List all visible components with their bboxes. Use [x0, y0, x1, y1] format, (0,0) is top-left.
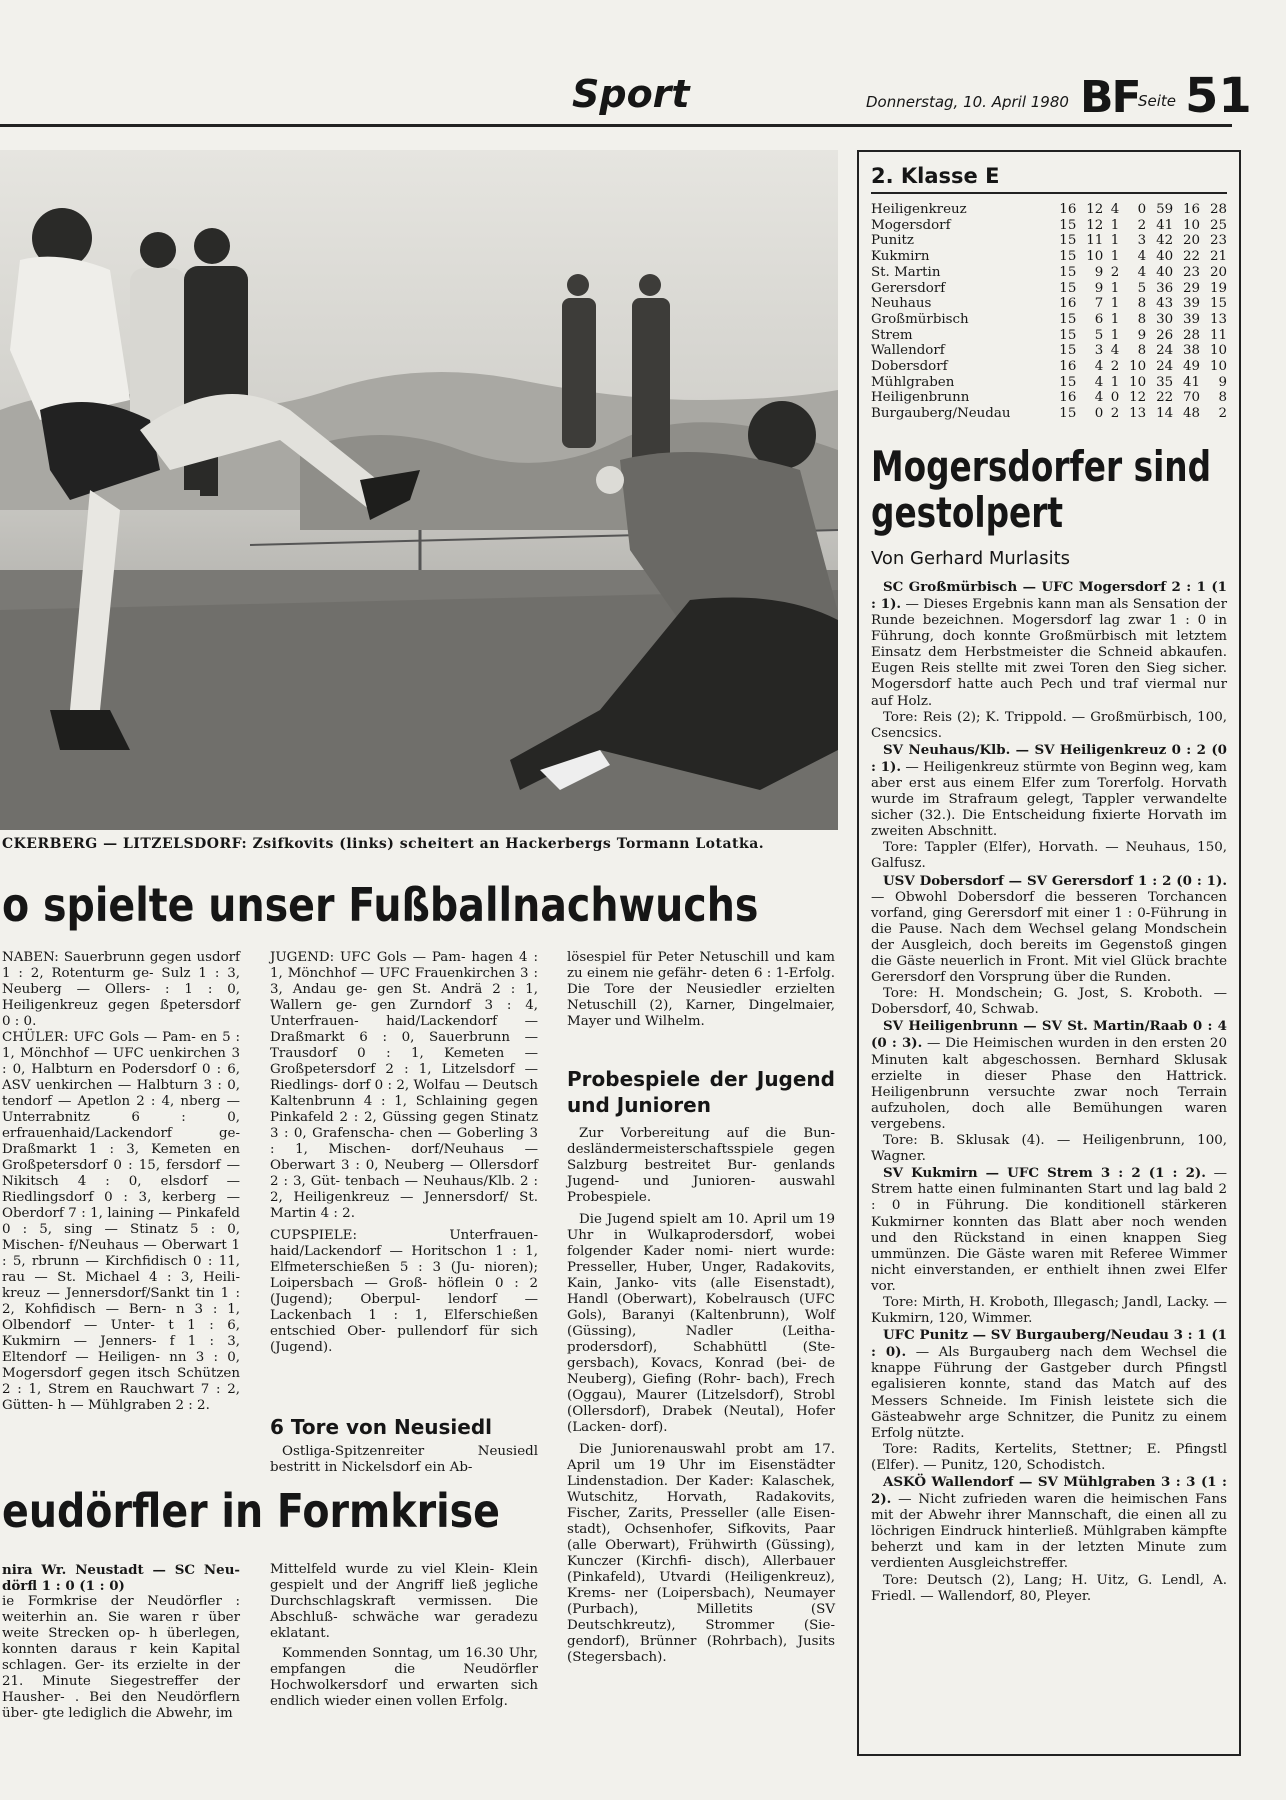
league-table-row [871, 281, 1227, 297]
match-report [871, 1327, 1227, 1442]
table-stat: 21 [1209, 249, 1227, 265]
table-stat: 49 [1183, 359, 1201, 375]
table-stat: 23 [1183, 264, 1201, 280]
team-name: Heiligenbrunn [871, 390, 970, 406]
team-name: Burgauberg/Neudau [871, 406, 1011, 422]
table-stat: 15 [1209, 296, 1227, 312]
table-stat: 4 [1137, 249, 1147, 265]
league-sidebar [857, 150, 1241, 1756]
league-table-row [871, 359, 1227, 375]
header-rule [0, 124, 1232, 127]
match-report-lead: SV Heiligenbrunn — SV St. Martin/Raab 0 : 4 (0 : 3). [871, 1018, 1227, 1052]
match-report-text: — Dieses Ergebnis kann man als Sensation der Runde bezeichnen. Mogersdorf lag zwar 1 : 0 in Führung, doch konnte Großmürbisch mit letztem Einsatz dem Herbstmeister die Schneid abkaufen. Eugen Reis stellte mit zwei Toren den Sieg sicher. Mogersdorf hatte auch Pech und traf viermal nur auf Holz. [871, 596, 1227, 709]
table-stat: 1 [1110, 311, 1120, 327]
table-stat: 28 [1183, 327, 1201, 343]
table-stat: 43 [1156, 296, 1174, 312]
probespiele-paragraph-1: Zur Vorbereitung auf die Bun- desländermeisterschaftsspiele gegen Salzburg bestreitet Bur- genlands Jugend- und Junioren- auswahl Probespiele. [567, 1126, 835, 1205]
table-stat: 15 [1059, 327, 1077, 343]
table-stat: 19 [1209, 280, 1227, 296]
table-stat: 10 [1086, 249, 1104, 265]
league-table-row [871, 296, 1227, 312]
league-table-row [871, 233, 1227, 249]
team-name: Kukmirn [871, 249, 930, 265]
match-report [871, 1474, 1227, 1573]
table-stat: 16 [1059, 390, 1077, 406]
table-stat: 26 [1156, 327, 1174, 343]
league-table [871, 202, 1227, 422]
table-stat: 10 [1129, 374, 1147, 390]
table-stat: 13 [1129, 406, 1147, 422]
table-stat: 10 [1129, 359, 1147, 375]
formkrise-text-1: ie Formkrise der Neudörfler : weiterhin an. Sie waren r über weite Strecken op- h überlegen, konnten daraus r kein Kapital schlagen. Ger- its erzielte in der 21. Minute Siegestreffer der Hausher- . Bei den Neudörflern über- gte lediglich die Abwehr, im [2, 1594, 240, 1721]
table-stat: 15 [1059, 311, 1077, 327]
table-stat: 12 [1129, 390, 1147, 406]
match-report-text: — Nicht zufrieden waren die heimischen Fans mit der Abwehr ihrer Mannschaft, die einen all zu löchrigen Eindruck hinterließ. Mühlgraben kämpfte beherzt und kam in der letzten Minute zum verdienten Ausgleichstreffer. [871, 1492, 1227, 1572]
table-stat: 11 [1209, 327, 1227, 343]
table-stat: 39 [1183, 296, 1201, 312]
table-stat: 4 [1110, 343, 1120, 359]
team-name: Wallendorf [871, 343, 945, 359]
table-stat: 35 [1156, 374, 1174, 390]
table-stat: 20 [1183, 233, 1201, 249]
sidebar-headline: Mogersdorfer sind gestolpert [871, 441, 1212, 537]
table-stat: 15 [1059, 280, 1077, 296]
match-report-scorers: Tore: B. Sklusak (4). — Heiligenbrunn, 100, Wagner. [871, 1133, 1227, 1165]
table-stat: 5 [1094, 327, 1104, 343]
match-report [871, 873, 1227, 987]
table-stat: 1 [1110, 296, 1120, 312]
table-stat: 29 [1183, 280, 1201, 296]
table-stat: 15 [1059, 264, 1077, 280]
match-reports [871, 579, 1227, 1605]
formkrise-headline: eudörfler in Formkrise [2, 1484, 501, 1538]
table-stat: 4 [1094, 374, 1104, 390]
table-stat: 0 [1094, 406, 1104, 422]
table-stat: 4 [1137, 264, 1147, 280]
table-stat: 16 [1183, 202, 1201, 217]
league-table-row [871, 202, 1227, 218]
table-stat: 38 [1183, 343, 1201, 359]
table-stat: 24 [1156, 343, 1174, 359]
match-report-lead: SC Großmürbisch — UFC Mogersdorf 2 : 1 (1 : 1). [871, 578, 1227, 612]
table-stat: 41 [1156, 217, 1174, 233]
table-stat: 1 [1110, 374, 1120, 390]
formkrise-text-3: Kommenden Sonntag, um 16.30 Uhr, empfangen die Neudörfler Hochwolkersdorf und erwarten sich endlich wieder einen vollen Erfolg. [270, 1646, 538, 1709]
table-stat: 6 [1094, 311, 1104, 327]
table-stat: 12 [1086, 217, 1104, 233]
table-stat: 22 [1156, 390, 1174, 406]
table-stat: 4 [1094, 359, 1104, 375]
table-stat: 36 [1156, 280, 1174, 296]
league-title: 2. Klasse E [871, 164, 1227, 194]
match-report [871, 579, 1227, 710]
table-stat: 41 [1183, 374, 1201, 390]
youth-football-headline: o spielte unser Fußballnachwuchs [2, 878, 759, 932]
team-name: Punitz [871, 233, 914, 249]
table-stat: 14 [1156, 406, 1174, 422]
table-stat: 28 [1209, 202, 1227, 217]
table-stat: 15 [1059, 343, 1077, 359]
match-report-text: — Strem hatte einen fulminanten Start und lag bald 2 : 0 in Führung. Die konditionell stärkeren Kukmirner konnten das Blatt aber noch wenden und den Rückstand in einen knappen Sieg ummünzen. Die Gäste waren mit Referee Wimmer nicht einverstanden, er enthielt ihnen zwei Elfer vor. [871, 1166, 1227, 1294]
table-stat: 4 [1110, 202, 1120, 217]
league-table-row [871, 265, 1227, 281]
table-stat: 15 [1059, 406, 1077, 422]
section-title: Sport [572, 72, 690, 116]
table-stat: 15 [1059, 217, 1077, 233]
table-stat: 2 [1218, 406, 1227, 422]
table-stat: 8 [1137, 311, 1147, 327]
match-photo-image [0, 150, 838, 830]
table-stat: 9 [1137, 327, 1147, 343]
table-stat: 10 [1209, 343, 1227, 359]
match-report [871, 1018, 1227, 1133]
table-stat: 9 [1094, 280, 1104, 296]
table-stat: 2 [1110, 406, 1120, 422]
schueler-results: CHÜLER: UFC Gols — Pam- en 5 : 1, Mönchhof — UFC uenkirchen 3 : 0, Halbturn en Podersdorf 0 : 6, ASV uenkirchen — Halbturn 3 : 0, tendorf — Apetlon 2 : 4, nberg — Unterrabnitz 6 : 0, erfrauenhaid/Lackendorf ge- Draßmarkt 1 : 3, Kemeten en Großpetersdorf 0 : 15, fersdorf — Nikitsch 4 : 0, elsdorf — Riedlingsdorf 0 : 3, kerberg — Oberdorf 7 : 1, laining — Pinkafeld 0 : 5, sing — Stinatz 5 : 0, Mischen- f/Neuhaus — Oberwart 1 : 5, rbrunn — Kirchfidisch 0 : 11, rau — St. Michael 4 : 3, Heili- kreuz — Jennersdorf/Sankt tin 1 : 2, Kohfidisch — Bern- n 3 : 1, Olbendorf — Unter- t 1 : 6, Kukmirn — Jenners- f 1 : 3, Eltendorf — Heiligen- nn 3 : 0, Mogersdorf gegen itsch Schützen 2 : 1, Strem en Rauchwart 7 : 2, Gütten- h — Mühlgraben 2 : 2. [2, 1030, 240, 1413]
table-stat: 39 [1183, 311, 1201, 327]
table-stat: 1 [1110, 327, 1120, 343]
table-stat: 1 [1110, 217, 1120, 233]
league-table-row [871, 375, 1227, 391]
table-stat: 8 [1137, 343, 1147, 359]
neusiedl-headline: 6 Tore von Neusiedl [270, 1415, 493, 1439]
team-name: Neuhaus [871, 296, 932, 312]
match-report-lead: SV Kukmirn — UFC Strem 3 : 2 (1 : 2). [883, 1165, 1206, 1182]
formkrise-text-2: Mittelfeld wurde zu viel Klein- Klein gespielt und der Angriff ließ jegliche Durchschlagskraft vermissen. Die Abschluß- schwäche war geradezu eklatant. [270, 1562, 538, 1641]
table-stat: 15 [1059, 233, 1077, 249]
table-stat: 8 [1137, 296, 1147, 312]
issue-date: Donnerstag, 10. April 1980 [866, 93, 1069, 111]
table-stat: 16 [1059, 296, 1077, 312]
team-name: Gerersdorf [871, 280, 946, 296]
match-report-text: — Als Burgauberg nach dem Wechsel die knappe Führung der Gastgeber durch Pfingstl egalisieren konnte, stand das Match auf des Messers Schneide. Im Finish leistete sich die Gästeabwehr arge Schnitzer, die Punitz zu einem Erfolg nützte. [871, 1345, 1228, 1441]
probespiele-section [567, 1066, 835, 1666]
table-stat: 3 [1094, 343, 1104, 359]
table-stat: 30 [1156, 311, 1174, 327]
match-report-text: — Obwohl Dobersdorf die besseren Torchancen vorfand, ging Gerersdorf mit einer 1 : 0-Führung in die Pause. Nach dem Wechsel gelang Mondschein der Ausgleich, doch bereits im Gegenstoß gingen die Gäste neuerlich in Front. Mit viel Glück brachte Gerersdorf den Vorsprung über die Runden. [871, 889, 1227, 986]
team-name: Dobersdorf [871, 359, 948, 375]
match-report-lead: ASKÖ Wallendorf — SV Mühlgraben 3 : 3 (1 : 2). [871, 1474, 1227, 1508]
knaben-results: NABEN: Sauerbrunn gegen usdorf 1 : 2, Rotenturm ge- Sulz 1 : 3, Neuberg — Ollers- : 1 : 0, Heiligenkreuz gegen ßpetersdorf 0 : 0. [2, 950, 240, 1029]
match-report-scorers: Tore: Reis (2); K. Trippold. — Großmürbisch, 100, Csencsics. [871, 709, 1227, 741]
match-report-text: — Heiligenkreuz stürmte von Beginn weg, kam aber erst aus einem Elfer zum Torerfolg. Horvath wurde im Strafraum gelegt, Tappler verwandelte sicher (32.). Die Entscheidung fixierte Horvath im zweiten Abschnitt. [871, 759, 1228, 840]
table-stat: 10 [1183, 217, 1201, 233]
newspaper-logo: BF [1080, 72, 1140, 123]
table-stat: 16 [1059, 359, 1077, 375]
table-stat: 1 [1110, 280, 1120, 296]
league-table-row [871, 328, 1227, 344]
table-stat: 40 [1156, 249, 1174, 265]
league-table-row [871, 312, 1227, 328]
table-stat: 25 [1209, 217, 1227, 233]
table-stat: 48 [1183, 406, 1201, 422]
neusiedl-continuation [567, 950, 835, 1030]
table-stat: 20 [1209, 264, 1227, 280]
match-report-scorers: Tore: Mirth, H. Kroboth, Illegasch; Jandl, Lacky. — Kukmirn, 120, Wimmer. [871, 1294, 1227, 1327]
match-report-lead: USV Dobersdorf — SV Gerersdorf 1 : 2 (0 : 1). [883, 872, 1227, 889]
match-report-scorers: Tore: Radits, Kertelits, Stettner; E. Pfingstl (Elfer). — Punitz, 120, Schodistch. [871, 1441, 1227, 1473]
team-name: Mühlgraben [871, 374, 955, 390]
league-table-row [871, 343, 1227, 359]
table-stat: 13 [1209, 311, 1227, 327]
photo-caption: CKERBERG — LITZELSDORF: Zsifkovits (links) scheitert an Hackerbergs Tormann Lotatka. [2, 836, 765, 852]
match-report-lead: SV Neuhaus/Klb. — SV Heiligenkreuz 0 : 2 (0 : 1). [871, 741, 1227, 775]
table-stat: 7 [1094, 296, 1104, 312]
table-stat: 2 [1110, 264, 1120, 280]
table-stat: 15 [1059, 249, 1077, 265]
neusiedl-section [270, 1414, 538, 1476]
page-label: Seite [1138, 92, 1177, 110]
table-stat: 2 [1110, 359, 1120, 375]
neusiedl-text-continued: lösespiel für Peter Netuschill und kam zu einem nie gefähr- deten 6 : 1-Erfolg. Die Tore der Neusiedler erzielten Netuschill (2), Karner, Dingelmaier, Mayer und Wilhelm. [567, 950, 835, 1029]
table-stat: 10 [1209, 359, 1227, 375]
neusiedl-text: Ostliga-Spitzenreiter Neusiedl bestritt in Nickelsdorf ein Ab- [270, 1444, 538, 1475]
match-report [871, 742, 1227, 841]
table-stat: 11 [1086, 233, 1104, 249]
youth-results-column-2 [270, 950, 538, 1356]
team-name: Heiligenkreuz [871, 202, 967, 217]
page-number: 51 [1185, 68, 1252, 124]
table-stat: 59 [1156, 202, 1174, 217]
team-name: Mogersdorf [871, 217, 951, 233]
table-stat: 22 [1183, 249, 1201, 265]
table-stat: 5 [1137, 280, 1147, 296]
table-stat: 1 [1110, 233, 1120, 249]
table-stat: 0 [1110, 390, 1120, 406]
match-report [871, 1165, 1227, 1295]
table-stat: 23 [1209, 233, 1227, 249]
table-stat: 8 [1218, 390, 1227, 406]
team-name: St. Martin [871, 264, 941, 280]
match-report-text: — Die Heimischen wurden in den ersten 20 Minuten kalt abgeschossen. Bernhard Sklusak erzielte in dieser Phase den Hattrick. Heiligenbrunn versuchte zwar noch Terrain aufzuholen, doch alle Bemühungen waren vergebens. [871, 1036, 1227, 1132]
youth-results-column-1 [2, 950, 240, 1414]
probespiele-paragraph-3: Die Juniorenauswahl probt am 17. April um 19 Uhr im Eisenstädter Lindenstadion. Der Kader: Kalaschek, Wutschitz, Horvath, Radakovits, Fischer, Zarits, Presseller (alle Eisen- stadt), Ochsenhofer, Sifkovits, Paar (alle Oberwart), Frühwirth (Güssing), Kunczer (Kirchfi- disch), Allerbauer (Pinkafeld), Utvardi (Heiligenkreuz), Krems- ner (Loipersbach), Neumayer (Purbach), Milletits (SV Deutschkreutz), Strommer (Sie- gendorf), Brünner (Rohrbach), Jusits (Stegersbach). [567, 1442, 835, 1665]
table-stat: 2 [1137, 217, 1147, 233]
formkrise-column-1 [2, 1562, 240, 1722]
table-stat: 15 [1059, 374, 1077, 390]
league-table-row [871, 218, 1227, 234]
jugend-results: JUGEND: UFC Gols — Pam- hagen 4 : 1, Mönchhof — UFC Frauenkirchen 3 : 3, Andau ge- gen St. Andrä 2 : 1, Wallern ge- gen Zurndorf 3 : 4, Unterfrauen- haid/Lackendorf — Draßmarkt 6 : 0, Sauerbrunn — Trausdorf 0 : 1, Kemeten — Großpetersdorf 2 : 1, Litzelsdorf — Riedlings- dorf 0 : 2, Wolfau — Deutsch Kaltenbrunn 4 : 1, Schlaining gegen Pinkafeld 2 : 2, Güssing gegen Stinatz 3 : 0, Grafenscha- chen — Goberling 3 : 1, Mischen- dorf/Neuhaus — Oberwart 3 : 0, Neuberg — Ollersdorf 2 : 3, Güt- tenbach — Neuhaus/Klb. 2 : 2, Heiligenkreuz — Jennersdorf/ St. Martin 4 : 2. [270, 950, 538, 1221]
table-stat: 3 [1137, 233, 1147, 249]
table-stat: 9 [1218, 374, 1227, 390]
table-stat: 40 [1156, 264, 1174, 280]
team-name: Strem [871, 327, 913, 343]
match-report-scorers: Tore: H. Mondschein; G. Jost, S. Kroboth. — Dobersdorf, 40, Schwab. [871, 986, 1227, 1018]
match-report-lead: UFC Punitz — SV Burgauberg/Neudau 3 : 1 (1 : 0). [871, 1327, 1227, 1361]
table-stat: 4 [1094, 390, 1104, 406]
author-byline: Von Gerhard Murlasits [871, 547, 1071, 569]
formkrise-column-2 [270, 1562, 538, 1710]
table-stat: 9 [1094, 264, 1104, 280]
league-table-row [871, 390, 1227, 406]
table-stat: 24 [1156, 359, 1174, 375]
match-report-scorers: Tore: Deutsch (2), Lang; H. Uitz, G. Lendl, A. Friedl. — Wallendorf, 80, Pleyer. [871, 1572, 1227, 1604]
table-stat: 42 [1156, 233, 1174, 249]
table-stat: 70 [1183, 390, 1201, 406]
match-report-scorers: Tore: Tappler (Elfer), Horvath. — Neuhaus, 150, Galfusz. [871, 840, 1227, 872]
league-table-row [871, 406, 1227, 422]
league-table-row [871, 249, 1227, 265]
formkrise-match-lead: nira Wr. Neustadt — SC Neu- dörfl 1 : 0 (1 : 0) [2, 1562, 240, 1594]
probespiele-paragraph-2: Die Jugend spielt am 10. April um 19 Uhr in Wulkaprodersdorf, wobei folgender Kader nomi- niert wurde: Presseller, Huber, Unger, Radakovits, Kain, Janko- vits (alle Eisenstadt), Handl (Oberwart), Kobelrausch (UFC Gols), Baranyi (Kaltenbrunn), Wolf (Güssing), Nadler (Leitha- prodersdorf), Schabhüttl (Ste- gersbach), Kovacs, Konrad (bei- de Neuberg), Giefing (Rohr- bach), Frech (Oggau), Maurer (Litzelsdorf), Strobl (Ollersdorf), Drabek (Neutal), Hofer (Lacken- dorf). [567, 1212, 835, 1435]
probespiele-headline: Probespiele der Jugend und Junioren [567, 1067, 835, 1117]
table-stat: 1 [1110, 249, 1120, 265]
match-photo [0, 150, 838, 830]
cup-results: CUPSPIELE: Unterfrauen- haid/Lackendorf — Horitschon 1 : 1, Elfmeterschießen 5 : 3 (Ju- nioren); Loipersbach — Groß- höflein 0 : 2 (Jugend); Oberpul- lendorf — Lackenbach 1 : 1, Elferschießen entschied Ober- pullendorf für sich (Jugend). [270, 1228, 538, 1355]
team-name: Großmürbisch [871, 311, 969, 327]
table-stat: 16 [1059, 202, 1077, 217]
table-stat: 12 [1086, 202, 1104, 217]
table-stat: 0 [1137, 202, 1147, 217]
